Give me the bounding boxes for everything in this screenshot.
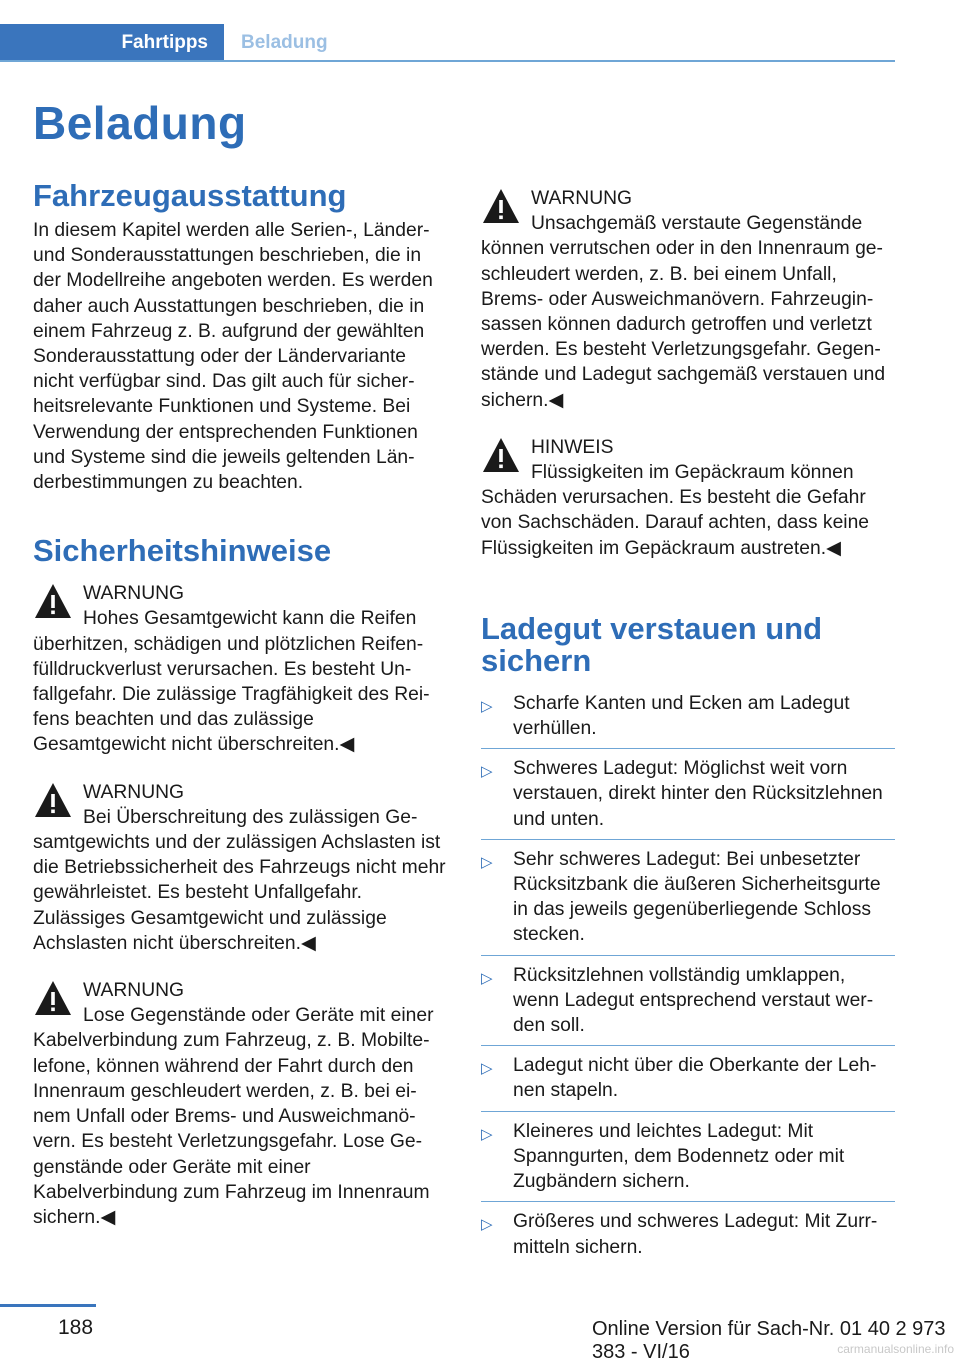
- section-text-fahrzeugausstattung: In diesem Kapitel werden alle Serien-, Länder- und Sonderausstattungen beschrieben, die in der Modellreihe angeboten werden. Es werden daher auch Ausstattungen beschrieben, die in einem Fahrzeug z. B. aufgrund der gewählten Sonderausstattung oder der Ländervariante nicht verfügbar sind. Das gilt auch für sicherheitsrelevante Funktionen und Systeme. Bei Verwendung der entsprechenden Funktionen und Systeme sind die jeweils geltenden Länderbestimmungen zu beachten.: [33, 220, 433, 494]
- page-title: Beladung: [33, 97, 247, 149]
- tab-beladung[interactable]: Beladung: [241, 32, 328, 53]
- warning-text: Hohes Gesamtgewicht kann die Reifen überhitzen, schädigen und plötzlichen Reifenfülldruckverlust verursachen. Es besteht Unfallgefahr. Die zulässige Tragfähigkeit des Reifens beachten und das zulässige Gesamtgewicht nicht überschreiten.◀: [33, 608, 430, 756]
- bullet-triangle-icon: ▷: [481, 1060, 493, 1078]
- ladegut-list: [481, 691, 895, 1267]
- section-title-fahrzeugausstattung: Fahrzeugausstattung: [33, 178, 347, 213]
- bullet-triangle-icon: ▷: [481, 763, 493, 781]
- warning-block: [33, 978, 447, 1230]
- online-version-note: Online Version für Sach-Nr. 01 40 2 973 383 - VI/16: [592, 1318, 946, 1363]
- warning-triangle-icon: [33, 979, 73, 1019]
- bullet-triangle-icon: ▷: [481, 1216, 493, 1234]
- list-item: [481, 1053, 895, 1111]
- bullet-triangle-icon: ▷: [481, 969, 493, 987]
- right-column: [481, 186, 895, 1274]
- warning-triangle-icon: [33, 582, 73, 622]
- bullet-triangle-icon: ▷: [481, 697, 493, 715]
- warning-triangle-icon: [33, 781, 73, 821]
- tab-fahrtipps[interactable]: Fahrtipps: [0, 24, 224, 62]
- list-item-text: Sehr schweres Ladegut: Bei unbesetzter Rücksitzbank die äußeren Sicherheitsgurte in das jeweils gegenüberliegende Schloss stecken.: [513, 848, 881, 946]
- list-item: [481, 963, 895, 1047]
- footer-divider: [0, 1304, 96, 1307]
- warning-triangle-icon: [481, 187, 521, 227]
- list-item-text: Rücksitzlehnen vollständig umklappen, wenn Ladegut entsprechend verstaut werden soll.: [513, 964, 874, 1037]
- notice-text: Flüssigkeiten im Gepäckraum können Schäden verursachen. Es besteht die Gefahr von Sachschäden. Darauf achten, dass keine Flüssigkeiten im Gepäckraum austreten.◀: [481, 462, 870, 559]
- warning-label: WARNUNG: [531, 188, 633, 209]
- warning-block: [33, 780, 447, 956]
- watermark: carmanualsonline.info: [837, 1342, 954, 1356]
- list-item: [481, 1119, 895, 1203]
- warning-label: WARNUNG: [83, 980, 185, 1002]
- list-item-text: Ladegut nicht über die Oberkante der Lehnen stapeln.: [513, 1055, 877, 1102]
- warning-block: [33, 581, 447, 757]
- section-title-sicherheitshinweise: Sicherheitshinweise: [33, 533, 332, 569]
- warning-label: WARNUNG: [83, 583, 185, 605]
- warning-triangle-icon: [481, 436, 521, 476]
- left-column: [33, 180, 447, 1230]
- bullet-triangle-icon: ▷: [481, 1125, 493, 1143]
- warning-text: Unsachgemäß verstaute Gegenstände können verrutschen oder in den Innenraum geschleudert werden, z. B. bei einem Unfall, Brems- oder Ausweichmanövern. Fahrzeuginsassen können dadurch getroffen und verletzt werden. Es besteht Verletzungsgefahr. Gegenstände und Ladegut sachgemäß verstauen und sichern.◀: [481, 213, 886, 411]
- list-item-text: Größeres und schweres Ladegut: Mit Zurrmitteln sichern.: [513, 1211, 878, 1258]
- header-bar: [0, 24, 895, 62]
- list-item: [481, 847, 895, 956]
- page-number: 188: [58, 1316, 94, 1339]
- list-item: [481, 1209, 895, 1266]
- list-item: [481, 756, 895, 840]
- warning-text: Bei Überschreitung des zulässigen Gesamtgewichts und der zulässigen Achslasten ist die Betriebssicherheit des Fahrzeugs nicht mehr gewährleistet. Es besteht Unfallgefahr. Zulässiges Gesamtgewicht und zulässige Achslasten nicht überschreiten.◀: [33, 806, 446, 954]
- header-divider: [0, 60, 895, 62]
- warning-label: WARNUNG: [83, 781, 185, 803]
- bullet-triangle-icon: ▷: [481, 853, 493, 871]
- notice-label: HINWEIS: [531, 436, 614, 458]
- list-item-text: Kleineres und leichtes Ladegut: Mit Spanngurten, dem Bodennetz oder mit Zugbändern sichern.: [513, 1120, 845, 1193]
- warning-text: Lose Gegenstände oder Geräte mit einer Kabelverbindung zum Fahrzeug, z. B. Mobiltelefone, können während der Fahrt durch den Innenraum geschleudert werden, z. B. bei einem Unfall oder Brems- und Ausweichmanövern. Es besteht Verletzungsgefahr. Lose Gegenstände oder Geräte mit einer Kabelverbindung zum Fahrzeug im Innenraum sichern.◀: [33, 1005, 434, 1228]
- notice-block: [481, 435, 895, 561]
- list-item: [481, 691, 895, 749]
- list-item-text: Schweres Ladegut: Möglichst weit vorn verstauen, direkt hinter den Rücksitzlehnen und unten.: [513, 758, 883, 830]
- warning-block: [481, 186, 895, 413]
- section-title-ladegut: Ladegut verstauen und sichern: [481, 610, 823, 678]
- list-item-text: Scharfe Kanten und Ecken am Ladegut verhüllen.: [513, 692, 850, 740]
- warnings-left: [33, 581, 447, 1230]
